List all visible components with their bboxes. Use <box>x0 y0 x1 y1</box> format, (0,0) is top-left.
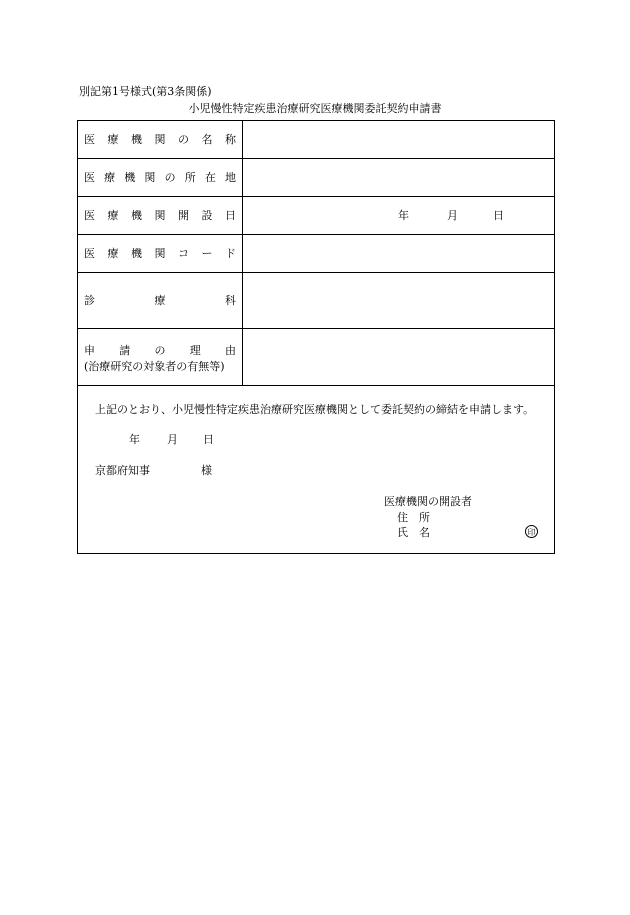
application-form-table <box>77 120 555 554</box>
departments-field[interactable] <box>243 273 554 328</box>
row-institution-name <box>78 121 554 159</box>
departments-label: 診 療 科 <box>78 273 243 328</box>
row-departments <box>78 273 554 329</box>
form-title: 小児慢性特定疾患治療研究医療機関委託契約申請書 <box>188 102 442 115</box>
application-reason-field[interactable] <box>243 329 554 385</box>
institution-code-field[interactable] <box>243 235 554 272</box>
submission-month-label: 月 <box>167 433 178 446</box>
row-application-reason <box>78 329 554 386</box>
institution-name-field[interactable] <box>243 121 554 158</box>
establishment-date-field[interactable] <box>243 197 554 234</box>
date-month-label: 月 <box>447 208 458 222</box>
row-institution-address <box>78 159 554 197</box>
application-reason-label: 申 請 の 理 由 (治療研究の対象者の有無等) <box>78 329 243 385</box>
institution-name-label: 医 療 機 関 の 名 称 <box>78 121 243 158</box>
addressee-name: 京都府知事 <box>95 464 150 477</box>
institution-address-field[interactable] <box>243 159 554 196</box>
institution-code-label: 医 療 機 関 コ ー ド <box>78 235 243 272</box>
submission-year-label: 年 <box>129 433 140 446</box>
submission-day-label: 日 <box>203 433 214 446</box>
form-reference: 別記第1号様式(第3条関係) <box>79 85 212 98</box>
establishment-date-label: 医 療 機 関 開 設 日 <box>78 197 243 234</box>
addressee-honorific: 様 <box>201 464 212 477</box>
signatory-title: 医療機関の開設者 <box>384 495 472 508</box>
seal-icon: 印 <box>525 525 538 538</box>
application-reason-sublabel: (治療研究の対象者の有無等) <box>84 360 225 373</box>
signatory-address-label: 住 所 <box>397 511 430 524</box>
date-year-label: 年 <box>398 208 409 222</box>
row-establishment-date <box>78 197 554 235</box>
date-day-label: 日 <box>493 208 504 222</box>
signatory-name-label: 氏 名 <box>397 526 430 539</box>
declaration-text: 上記のとおり、小児慢性特定疾患治療研究医療機関として委託契約の締結を申請します。 <box>84 403 535 416</box>
institution-address-label: 医 療 機 関 の 所 在 地 <box>78 159 243 196</box>
row-institution-code <box>78 235 554 273</box>
